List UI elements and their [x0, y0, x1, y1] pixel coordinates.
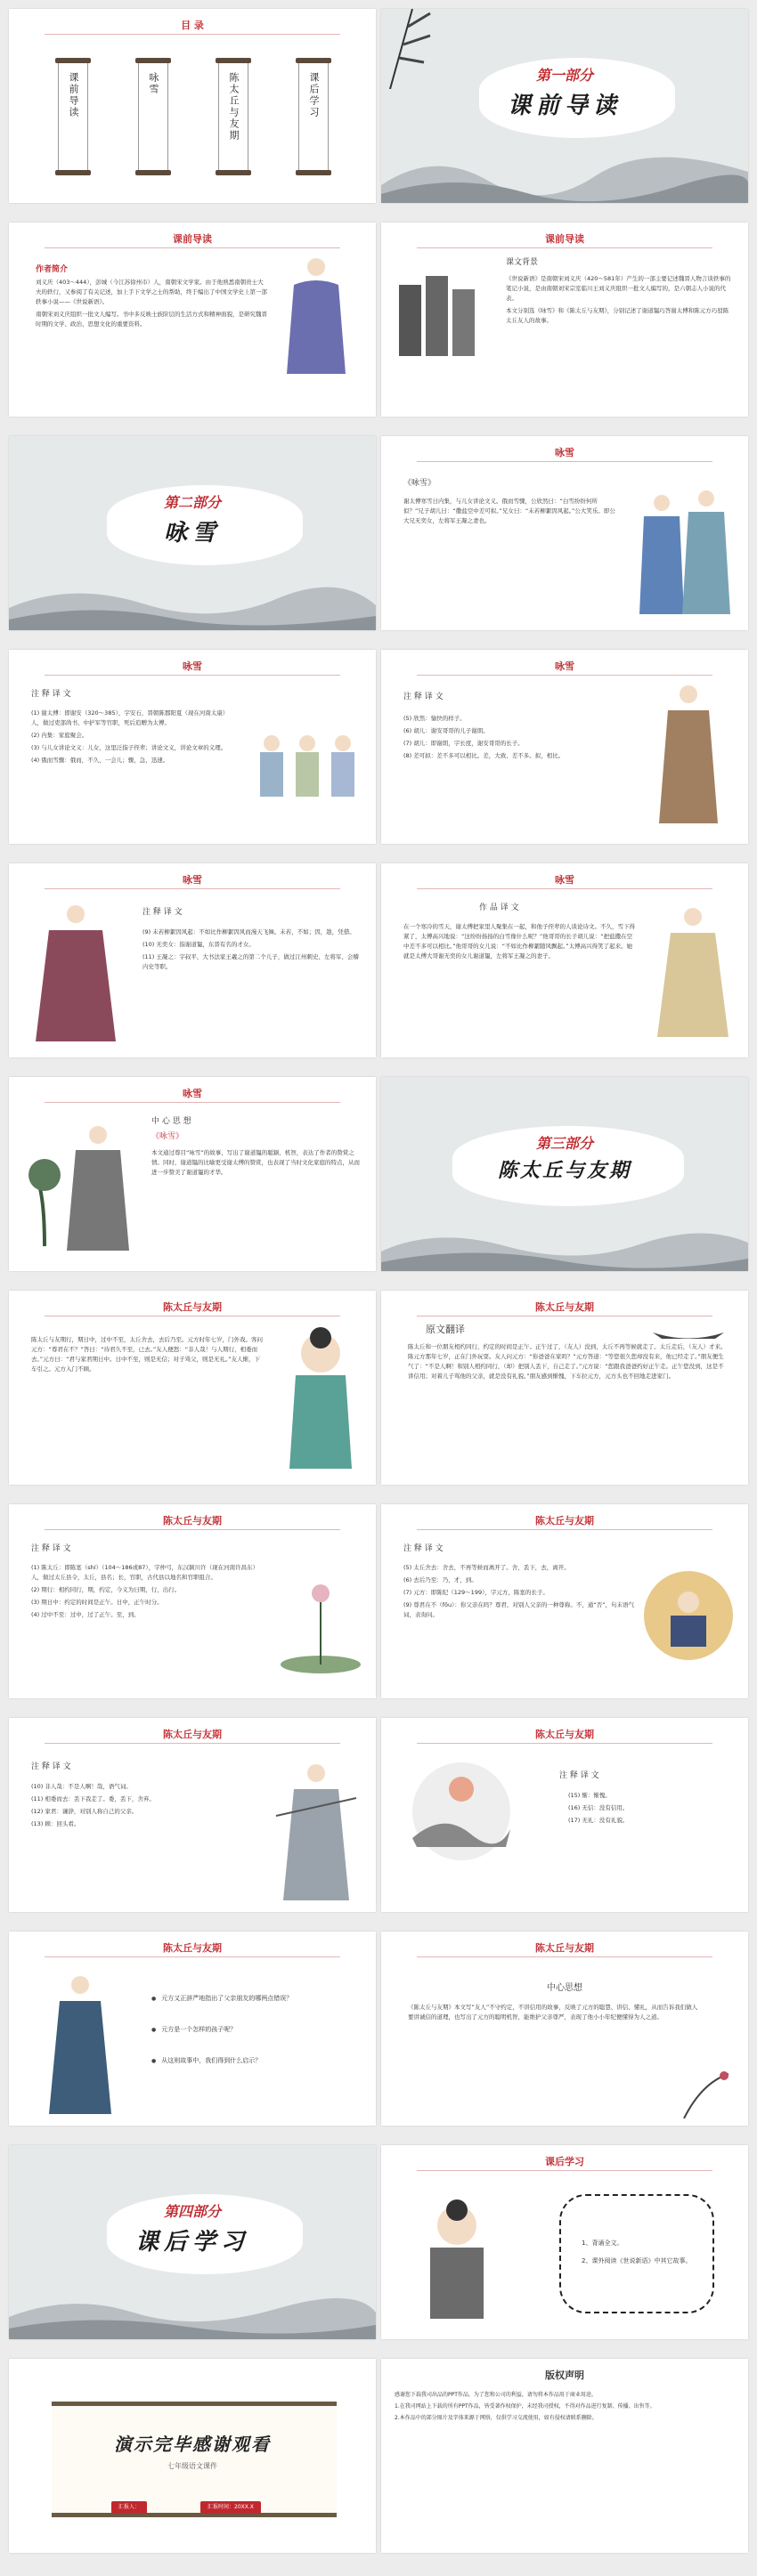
note-item: (11) 相委而去：丢下我走了。委，丢下，舍弃。 [31, 1795, 155, 1802]
slide-chen-notes-4[interactable] [381, 1718, 748, 1912]
divider [45, 34, 340, 35]
note-item: (13) 顾：回头看。 [31, 1820, 80, 1827]
lady-figure-icon [40, 1967, 120, 2118]
part-label: 第四部分 [163, 2203, 221, 2220]
body-text [395, 2391, 733, 2426]
toc-item-1: 课前导读 [68, 72, 79, 118]
slide-homework[interactable] [381, 2145, 748, 2339]
divider [45, 1529, 340, 1530]
divider [45, 247, 340, 248]
toc-scroll-4[interactable] [298, 62, 329, 171]
notes-list [403, 1563, 635, 1623]
toc-title: 目 录 [181, 20, 204, 31]
note-item: (4) 俄而雪骤：俄而，不久，一会儿；骤，急，迅速。 [31, 757, 169, 764]
section-subtitle: 作 品 译 文 [479, 903, 519, 912]
notes-list [142, 928, 361, 975]
divider [45, 1956, 340, 1957]
note-item: (7) 胡儿：即谢朗，字长度，谢安哥哥的长子。 [403, 740, 524, 747]
section-subtitle: 《咏雪》 [403, 479, 436, 488]
note-item: (3) 与儿女讲论文义：儿女，这里泛指子侄辈；讲论文义，讲论文章的义理。 [31, 744, 227, 751]
thanks-subtitle: 七年级语文课件 [167, 2462, 217, 2470]
toc-scroll-3[interactable] [218, 62, 248, 171]
toc-scroll-2[interactable] [138, 62, 168, 171]
part-title: 咏雪 [163, 520, 221, 547]
note-item: (9) 未若柳絮因风起：不如比作柳絮因风而漫天飞舞。未若，不如；因，趁，凭借。 [142, 928, 355, 936]
toc-item-3: 陈太丘与友期 [228, 72, 240, 142]
children-icon [249, 721, 365, 810]
scholar-figure-icon [27, 895, 125, 1046]
note-item: (2) 期行：相约同行，期，约定，今义为日期，行，出行。 [31, 1586, 181, 1593]
slide-chen-notes-1[interactable] [9, 1504, 376, 1698]
note-item: (10) 非人哉：不是人啊！哉，语气词。 [31, 1783, 132, 1790]
reporter-badge: 汇报人： [111, 2501, 147, 2514]
task-2: 2、课外阅读《世说新语》中其它故事。 [582, 2257, 692, 2264]
ink-landscape-icon [381, 132, 748, 203]
slide-header: 陈太丘与友期 [163, 1729, 222, 1740]
slide-header: 课前导读 [173, 233, 212, 245]
section-subtitle: 中 心 思 想 [151, 1117, 191, 1126]
slide-yongxue-notes-1[interactable] [9, 650, 376, 844]
part-label: 第二部分 [163, 494, 221, 511]
part-title: 陈太丘与友期 [497, 1159, 631, 1182]
part-title: 课后学习 [134, 2229, 249, 2256]
book-title: 《咏雪》 [151, 1132, 184, 1141]
note-item: (5) 太丘舍去：舍去，不再等候而离开了。舍，丢下，去，离开。 [403, 1564, 570, 1571]
note-item: (9) 尊君在不（fǒu）：你父亲在吗？尊君，对别人父亲的一种尊称。不，通“否”，句末语气词，表询问。 [403, 1601, 635, 1618]
paragraph-3: 2.本作品中的部分图片及字体来源于网络，仅供学习交流使用，如有侵权请联系删除。 [395, 2415, 598, 2421]
note-item: (6) 胡儿：谢安哥哥的儿子谢朗。 [403, 727, 489, 734]
note-item: (6) 去后乃至：乃，才，到。 [403, 1576, 477, 1584]
moon-landscape-icon [408, 1758, 515, 1865]
toc-scroll-1[interactable] [58, 62, 88, 171]
note-item: (7) 元方：即陈纪（129～199），字元方，陈寔的长子。 [403, 1589, 549, 1596]
body-text: 《陈太丘与友期》本文写“友人”不守约定，不讲信用的故事，反映了元方的聪慧、讲信、懂礼，从而告诉我们做人要讲诚信的道理，也写出了元方的聪明机智，能维护父亲尊严，表现了他小小年纪便懂得为人之道。 [408, 2004, 698, 2021]
slide-yongxue-theme[interactable] [9, 1077, 376, 1271]
boat-icon [648, 1319, 729, 1341]
slide-header: 咏雪 [183, 874, 202, 886]
slide-part3[interactable] [381, 1077, 748, 1271]
notes-list [31, 1563, 258, 1623]
slide-header: 课后学习 [545, 2156, 584, 2167]
slide-copyright[interactable] [381, 2359, 748, 2553]
slide-header: 陈太丘与友期 [163, 1942, 222, 1954]
slide-chen-notes-3[interactable] [9, 1718, 376, 1912]
notes-list [568, 1791, 729, 1828]
slide-yongxue-text[interactable] [381, 436, 748, 630]
slide-header: 版权声明 [545, 2369, 584, 2381]
lotus-icon [276, 1558, 365, 1682]
slide-chen-translation[interactable] [381, 1291, 748, 1485]
body-text [506, 274, 733, 328]
scholar-figure-icon [276, 249, 356, 374]
note-item: (1) 陈太丘：即陈寔（shí）（104～186或87），字仲弓，东汉颍川许（现在河南许昌东）人，做过太丘县令，太丘，县名；长，官职，古代县以地名和官职组合。 [31, 1564, 256, 1581]
ink-landscape-icon [381, 1200, 748, 1271]
question-3: ● 从这则故事中，我们得到什么启示？ [151, 2056, 261, 2065]
section-subtitle: 中心思想 [547, 1983, 582, 1993]
slide-intro-author[interactable] [9, 223, 376, 417]
reader-icon [639, 1567, 737, 1665]
slide-yongxue-translation[interactable] [381, 863, 748, 1057]
section-subtitle: 作者简介 [36, 265, 69, 274]
slide-yongxue-notes-3[interactable] [9, 863, 376, 1057]
scholar-figure-icon [648, 899, 737, 1041]
slide-header: 咏雪 [555, 447, 574, 458]
paragraph-2: 本文分别选《咏雪》和《陈太丘与友期》，分别记述了谢道韫巧答谢太傅和陈元方巧驳陈太丘友人的故事。 [506, 307, 729, 324]
part-title: 课前导读 [507, 93, 622, 119]
divider [417, 1743, 712, 1744]
notes-list [403, 714, 635, 764]
note-item: (17) 无礼：没有礼貌。 [568, 1817, 629, 1824]
note-item: (5) 欣然：愉快的样子。 [403, 715, 466, 722]
part-label: 第三部分 [535, 1135, 593, 1152]
body-text [36, 278, 267, 332]
slide-header: 陈太丘与友期 [535, 1515, 594, 1527]
divider [45, 888, 340, 889]
divider [417, 2170, 712, 2171]
slide-header: 陈太丘与友期 [535, 1301, 594, 1313]
note-item: (1) 谢太傅：即谢安（320～385），字安石，晋朝陈郡阳夏（现在河南太康）人，做过吏部尚书、中护军等官职，死后追赠为太傅。 [31, 709, 229, 726]
date-badge: 汇报时间：20XX.X [200, 2501, 261, 2514]
section-subtitle: 注 释 译 文 [559, 1771, 599, 1780]
divider [417, 247, 712, 248]
body-text: 陈太丘与友期行，期日中，过中不至，太丘舍去，去后乃至。元方时年七岁，门外戏。客问元方：“尊君在不？”答曰：“待君久不至，已去。”友人便怒：“非人哉！与人期行，相委而去。”元方曰：“君与家君期日中。日中不至，则是无信；对子骂父，则是无礼。”友人惭，下车引之。元方入门不顾。 [31, 1336, 263, 1373]
divider [417, 461, 712, 462]
slide-header: 陈太丘与友期 [535, 1729, 594, 1740]
scholar-figure-icon [408, 2194, 506, 2328]
speech-bubble [559, 2194, 714, 2313]
slide-chen-theme[interactable] [381, 1932, 748, 2126]
note-item: (15) 惭：惭愧。 [568, 1792, 611, 1799]
note-item: (12) 家君：谦辞，对别人称自己的父亲。 [31, 1808, 138, 1815]
slide-part2[interactable] [9, 436, 376, 630]
slide-header: 咏雪 [183, 660, 202, 672]
notes-list [31, 1782, 254, 1832]
boy-figure-icon [276, 1322, 365, 1473]
divider [417, 675, 712, 676]
paragraph-1: 感谢您下载我司出品的PPT作品，为了您和公司的利益，请勿将本作品用于商业用途。 [395, 2392, 597, 2398]
slide-chen-notes-2[interactable] [381, 1504, 748, 1698]
slide-header: 咏雪 [555, 874, 574, 886]
note-item: (11) 王凝之：字叔平，大书法家王羲之的第二个儿子，做过江州刺史、左将军、会稽内史等职。 [142, 953, 359, 970]
swordsman-icon [267, 1754, 365, 1905]
note-item: (2) 内集：家庭聚会。 [31, 732, 88, 739]
paragraph-1: 刘义庆（403～444），彭城（今江苏徐州市）人，南朝宋文学家。由于他熟悉南朝贵士大夫的轶行，又参阅了有关记述，加上手下文学之士的帮助，终于编出了中国文学史上第一部轶事小说——《世说新语》。 [36, 279, 267, 305]
slide-intro-book[interactable] [381, 223, 748, 417]
note-item: (16) 无信：没有信用。 [568, 1804, 629, 1811]
notes-list [31, 709, 236, 768]
question-2: ● 元方是一个怎样的孩子呢？ [151, 2025, 236, 2034]
slide-header: 陈太丘与友期 [535, 1942, 594, 1954]
slide-chen-questions[interactable] [9, 1932, 376, 2126]
divider [45, 675, 340, 676]
thanks-title: 演示完毕感谢观看 [114, 2434, 271, 2455]
divider [417, 888, 712, 889]
slide-thanks[interactable] [9, 2359, 376, 2553]
divider [417, 1529, 712, 1530]
question-1: ● 元方又正辞严地指出了父亲朋友的哪两点错误？ [151, 1994, 292, 2003]
flower-icon [675, 2065, 737, 2118]
group-figures-icon [390, 258, 497, 365]
section-subtitle: 注 释 译 文 [403, 693, 444, 701]
task-1: 1、背诵全文。 [582, 2240, 623, 2247]
section-subtitle: 注 释 译 文 [31, 1762, 71, 1771]
body-text: 陈太丘和一位朋友相约同行，约定的时间是正午。正午过了，（友人）没到，太丘不再等候就走了。太丘走后，（友人）才来。陈元方那年七岁，正在门外玩耍。友人问元方：“你爸爸在家吗？”元方答道：“等您很久您却没有来，他已经走了。”朋友便生气了：“不是人啊！和别人相约同行，（却）把别人丢下，自己走了。”元方说：“您跟我爸爸约好正午走。正午您没到，这是不讲信用；对着儿子骂他的父亲，就是没有礼貌。”朋友感到惭愧，下车拉元方，元方头也不回地走进家门。 [408, 1343, 727, 1380]
figures-icon [631, 481, 737, 614]
toc-item-2: 咏雪 [148, 72, 159, 95]
note-item: (10) 无奕女：指谢道韫，东晋有名的才女。 [142, 941, 255, 948]
toc-item-4: 课后学习 [308, 72, 320, 118]
slide-toc[interactable] [9, 9, 376, 203]
scholar-figure-icon [648, 676, 729, 828]
section-subtitle: 注 释 译 文 [142, 908, 183, 917]
section-subtitle: 注 释 译 文 [31, 1544, 71, 1553]
body-text: 本文通过尊目“咏雪”的故事，写出了谢道韫的聪颖、机智，表达了作者的赞赏之情。同时，谢道韫的比喻更受谢太傅的赞赏，也表现了当时文化家庭的特点，从而进一步赞美了谢道韫的才华。 [151, 1149, 360, 1176]
paragraph-1: 《世说新语》是南朝宋刘义庆（420～581年）产生的一部主要记述魏晋人物言谈轶事的笔记小说，是由南朝刘宋宗室临川王刘义庆组织一批文人编写的，是六朝志人小说的代表。 [506, 275, 731, 302]
slide-part1[interactable] [381, 9, 748, 203]
slide-yongxue-notes-2[interactable] [381, 650, 748, 844]
scholar-tree-icon [27, 1113, 134, 1255]
note-item: (4) 过中不至：过中，过了正午。至，到。 [31, 1611, 140, 1618]
slide-part4[interactable] [9, 2145, 376, 2339]
note-item: (8) 差可拟：差不多可以相比。差，大致、差不多。拟，相比。 [403, 752, 565, 759]
slide-header: 咏雪 [183, 1088, 202, 1099]
slide-header: 咏雪 [555, 660, 574, 672]
paragraph-2: 南朝宋刘义庆组织一批文人编写。书中多反映士族阶层的生活方式和精神面貌，是研究魏晋时期的文学、政治、思想文化的重要资料。 [36, 311, 267, 328]
slide-chen-text[interactable] [9, 1291, 376, 1485]
part-label: 第一部分 [535, 67, 593, 84]
section-subtitle: 课文背景 [506, 258, 539, 267]
ink-landscape-icon [9, 559, 376, 630]
section-subtitle: 注 释 译 文 [31, 690, 71, 699]
note-item: (3) 期日中：约定的时间是正午。日中，正午时分。 [31, 1599, 163, 1606]
body-text: 在一个寒冷的雪天，谢太傅把家里人聚集在一起，和他子侄辈的人谈论诗文。不久，雪下得紧了，太傅高兴地说：“这纷纷扬扬的白雪像什么呢？”他哥哥的长子胡儿说：“把盐撒在空中差不多可以相比。”他哥哥的女儿说：“不如比作柳絮随风飘起。”太傅高兴得笑了起来。她就是太傅大哥谢无奕的女儿谢道韫，左将军王凝之的妻子。 [403, 923, 635, 960]
paragraph-2: 1.在我司网站上下载的所有PPT作品，皆受著作权保护，未经我司授权，不得对作品进行复制、传播、出售等。 [395, 2403, 655, 2410]
slide-header: 陈太丘与友期 [163, 1515, 222, 1527]
ink-landscape-icon [9, 2268, 376, 2339]
divider [45, 1102, 340, 1103]
slide-header: 课前导读 [545, 233, 584, 245]
section-subtitle: 注 释 译 文 [403, 1544, 444, 1553]
section-subtitle: 原文翻译 [426, 1324, 465, 1335]
scroll-banner [52, 2402, 337, 2517]
divider [417, 1956, 712, 1957]
body-text: 谢太傅寒雪日内集，与儿女讲论文义。俄而雪骤，公欣然曰：“白雪纷纷何所似？”兄子胡儿曰：“撒盐空中差可拟。”兄女曰：“未若柳絮因风起。”公大笑乐。即公大兄无奕女，左将军王凝之妻也。 [403, 498, 615, 524]
slide-header: 陈太丘与友期 [163, 1301, 222, 1313]
divider [45, 1743, 340, 1744]
